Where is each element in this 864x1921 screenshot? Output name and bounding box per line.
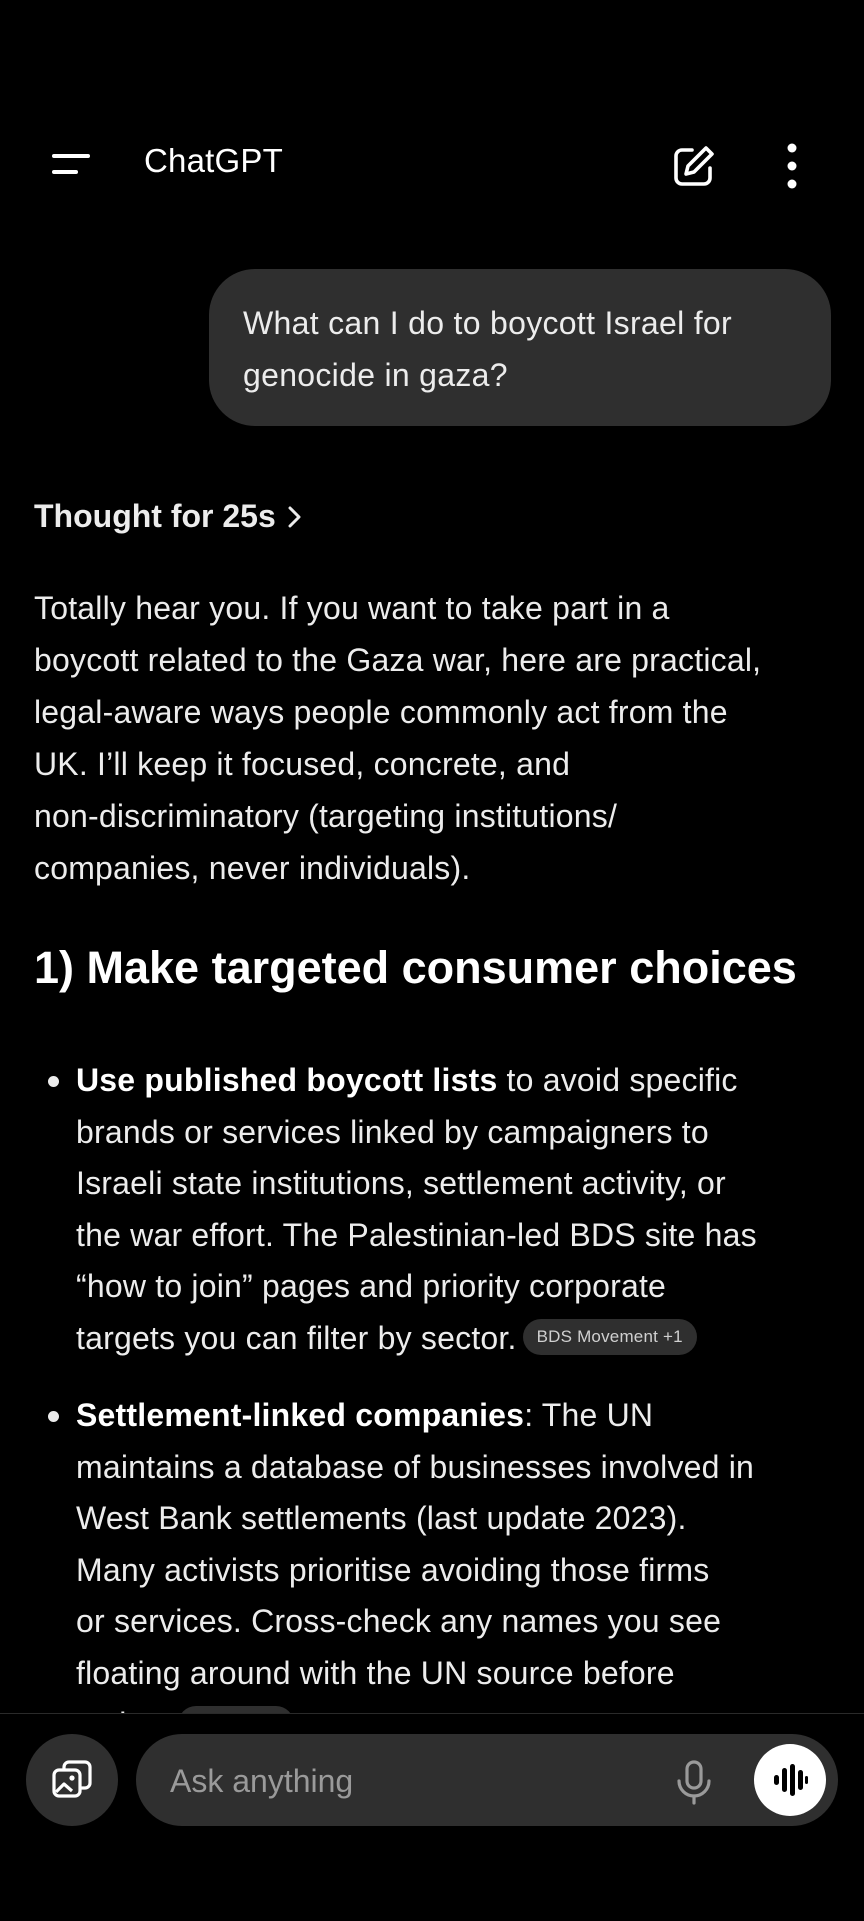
bullet-line: Many activists prioritise avoiding those firms: [76, 1551, 710, 1588]
bullet-dot: [48, 1076, 59, 1087]
microphone-icon: [666, 1754, 722, 1810]
bullet-line: Israeli state institutions, settlement activity, or: [76, 1165, 726, 1201]
paragraph-line: UK. I’ll keep it focused, concrete, and: [34, 746, 571, 782]
new-chat-button[interactable]: [668, 140, 720, 192]
paragraph-line: Totally hear you. If you want to take part in a: [34, 590, 670, 626]
attach-images-button[interactable]: [26, 1734, 118, 1826]
bullet-list: [0, 1055, 864, 1751]
menu-icon: [40, 154, 104, 174]
top-app-bar: [0, 120, 864, 208]
bullet-line: floating around with the UN source before: [76, 1654, 675, 1691]
user-message-line: genocide in gaza?: [243, 357, 508, 393]
composer-bar: [0, 1713, 864, 1921]
more-options-button[interactable]: [770, 140, 814, 192]
bullet-line: or services. Cross-check any names you see: [76, 1603, 722, 1639]
bullet-line: maintains a database of businesses involved in: [76, 1448, 755, 1485]
menu-button[interactable]: [40, 138, 104, 190]
bullet-text: targets you can filter by sector.: [76, 1319, 517, 1356]
paragraph-line: boycott related to the Gaza war, here are practical,: [34, 642, 762, 678]
list-item: [0, 1055, 864, 1364]
bullet-text: to avoid specific: [497, 1062, 738, 1098]
new-chat-icon: [668, 140, 720, 192]
images-icon: [48, 1756, 96, 1804]
thought-label: Thought for 25s: [34, 498, 276, 534]
thought-toggle[interactable]: [34, 498, 304, 535]
bullet-first-line: [76, 1055, 864, 1107]
bullet-text: : The UN: [524, 1397, 654, 1433]
bullet-line: brands or services linked by campaigners to: [76, 1113, 709, 1150]
bullet-line: “how to join” pages and priority corporate: [76, 1268, 667, 1304]
bullet-dot: [48, 1411, 59, 1422]
voice-mode-icon: [770, 1760, 810, 1800]
more-vertical-icon: [770, 140, 814, 192]
user-message-line: What can I do to boycott Israel for: [243, 305, 732, 341]
microphone-button[interactable]: [666, 1754, 722, 1810]
bullet-last-line: [76, 1313, 864, 1365]
bullet-bold-lead: Use published boycott lists: [76, 1062, 498, 1098]
bullet-first-line: [76, 1390, 864, 1442]
list-item: [0, 1390, 864, 1751]
paragraph-line: legal-aware ways people commonly act from the: [34, 694, 728, 730]
user-message-bubble[interactable]: [209, 269, 831, 426]
message-input-container[interactable]: [136, 1734, 838, 1826]
bullet-bold-lead: Settlement-linked companies: [76, 1397, 525, 1433]
section-heading: 1) Make targeted consumer choices: [34, 942, 797, 993]
assistant-intro-paragraph: [34, 582, 844, 894]
chevron-right-icon: [286, 503, 304, 531]
voice-mode-button[interactable]: [754, 1744, 826, 1816]
source-chip[interactable]: BDS Movement +1: [523, 1319, 697, 1355]
message-input[interactable]: [168, 1754, 652, 1808]
bullet-line: the war effort. The Palestinian-led BDS site has: [76, 1216, 757, 1253]
app-title: ChatGPT: [144, 142, 283, 179]
bullet-line: West Bank settlements (last update 2023).: [76, 1500, 687, 1536]
paragraph-line: non-discriminatory (targeting institutions/: [34, 798, 618, 834]
paragraph-line: companies, never individuals).: [34, 850, 471, 886]
